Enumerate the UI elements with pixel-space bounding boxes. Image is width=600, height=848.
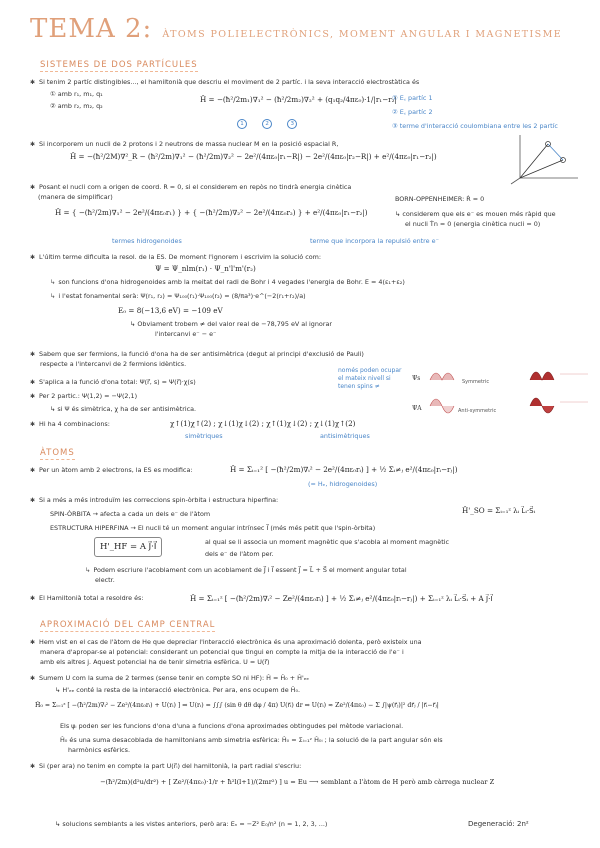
marker-3: 3 xyxy=(287,119,297,129)
section-heading-two-particles: SISTEMES DE DOS PARTÍCULES xyxy=(40,60,198,70)
sum-terms-line: ✱ Sumem U com la suma de 2 termes (sense tenir en compte SO ni HF): Ĥ = Ĥ₀ + Ĥ'ₑₑ xyxy=(30,674,309,683)
hamiltonian-two-electron-atom: Ĥ = Σᵢ₌₁² [ −(ħ²/2m)∇ᵢ² − 2e²/(4πε₀rᵢ) ] + ½ Σᵢ≠ⱼ e²/(4πε₀|rᵢ−rⱼ|) xyxy=(230,465,458,474)
degeneracy: Degeneració: 2n² xyxy=(468,820,529,828)
solutions-line: ↳ solucions semblants a les vistes anteriors, però ara: Eₙ = −Z² E₀/n² (n = 1, 2, 3, ...) xyxy=(55,820,328,828)
label-symmetric: simètriques xyxy=(185,432,223,440)
corrections-line: ✱ Si a més a més introduïm les correccions spin-òrbita i estructura hiperfina: xyxy=(30,496,278,505)
label-hydrogenoid-terms: termes hidrogenoides xyxy=(112,237,182,245)
origin-line: ✱ Posant el nucli com a origen de coord. R = 0, si el considerem en repòs no tindrà energia cinètica xyxy=(30,183,351,192)
marker-2: 2 xyxy=(262,119,272,129)
fermions-line: ✱ Sabem que ser fermions, la funció d'ona ha de ser antisimètrica (degut al principi d'exclusió de Pauli) xyxy=(30,350,364,359)
born-oppenheimer: BORN-OPPENHEIMER: Ṙ = 0 xyxy=(395,195,485,203)
variational-note: Els ψᵢ poden ser les funcions d'ona d'una a funcions d'ona aproximades obtingudes pel mètode variacional. xyxy=(60,722,404,730)
sym-antisym-note: ↳ si Ψ és simètrica, χ ha de ser antisimètrica. xyxy=(50,405,197,413)
bo-note-2: el nucli Ṫn = 0 (energia cinètica nucli = 0) xyxy=(405,220,541,228)
total-hamiltonian-line: ✱ El Hamiltonià total a resoldre és: xyxy=(30,594,144,603)
product-wavefunction: Ψ = Ψ_nlm(r₁) · Ψ_n'l'm'(r₂) xyxy=(155,264,256,273)
hydrogenoid-note-atoms: (= Hₑ, hidrogenoides) xyxy=(308,480,378,488)
obviously-note: ↳ Obviament trobem ≠ del valor real de −78,795 eV al ignorar xyxy=(130,320,332,328)
hyperfine-desc-1: al qual se li associa un moment magnètic que s'acobla al moment magnètic xyxy=(205,538,450,546)
origin-line-b: (manera de simplificar) xyxy=(38,193,113,201)
coupling-line: ↳ Podem escriure l'acoblament com un acoblament de J⃗ i I⃗ essent J⃗ = L⃗ + S⃗ el moment angular total xyxy=(85,566,407,574)
hamiltonian-two-particles: Ĥ = −(ħ²/2m₁)∇₁² − (ħ²/2m₂)∇₂² + (q₁q₂/4πε₀)·1/|r₁−r₂| xyxy=(200,95,397,104)
hydrogenoid-note: ↳ son funcions d'ona hidrogenoides amb la meitat del radi de Bohr i 4 vegades l'energia de Bohr. E = 4(ε₁+ε₂) xyxy=(50,278,405,286)
nucleus-line: ✱ Si incorporem un nucli de 2 protons i 2 neutrons de massa nuclear M en la posició espacial R, xyxy=(30,140,338,149)
orbital-symmetry-figure xyxy=(410,362,590,422)
hamiltonian-separated: Ĥ = { −(ħ²/2m)∇₁² − 2e²/(4πε₀r₁) } + { −(ħ²/2m)∇₂² − 2e²/(4πε₀r₂) } + e²/(4πε₀|r₁−r₂|) xyxy=(55,208,368,217)
last-term-line: ✱ L'últim terme dificulta la resol. de la ES. De moment l'ignorem i escrivim la solució com: xyxy=(30,253,321,262)
symmetric-caption: Symmetric xyxy=(462,379,490,385)
particle-1: ① amb r₁, m₁, q₁ xyxy=(50,90,103,98)
pauli-side-note: només poden ocupar el mateix nivell si tenen spins ≠ xyxy=(338,367,402,390)
page-title xyxy=(30,14,562,44)
decoupled-note: Ĥ₀ és una suma desacoblada de hamiltonians amb simetria esfèrica: Ĥ₀ = Σᵢ₌₁ᶻ Ĥ₀ᵢ ; la solució de la part angular són els xyxy=(60,736,443,744)
spin-orbit-line: SPIN-ÒRBITA → afecta a cada un dels e⁻ de l'àtom xyxy=(50,510,211,518)
note-kinetic-1: ① E꜀ partíc 1 xyxy=(392,94,433,102)
central-intro-3: amb els altres j. Aquest potencial ha de tenir simetria esfèrica. U = U(r⃗) xyxy=(40,658,270,666)
antisymmetric-caption: Anti-symmetric xyxy=(458,408,497,414)
marker-1: 1 xyxy=(237,119,247,129)
svg-text:Ψs: Ψs xyxy=(412,375,421,382)
total-hamiltonian: Ĥ = Σᵢ₌₁ᶻ [ −(ħ²/2m)∇ᵢ² − Ze²/(4πε₀rᵢ) ] + ½ Σᵢ≠ⱼ e²/(4πε₀|rᵢ−rⱼ|) + Σᵢ₌₁ᶻ λᵢ L⃗ᵢ·S⃗ᵢ + A J⃗·I⃗ xyxy=(190,594,493,603)
intro-line: ✱ Si tenim 2 partíc distingibles..., el hamiltonià que descriu el moviment de 2 partíc. i la seva interacció electrostàtica és xyxy=(30,78,419,87)
central-intro-1: ✱ Hem vist en el cas de l'àtom de He que depreciar l'interacció electrònica és una aproximació dolenta, però existeix una xyxy=(30,638,422,647)
term-markers xyxy=(232,110,302,129)
label-antisymmetric: antisimètriques xyxy=(320,432,370,440)
hamiltonian-with-nucleus: Ĥ = −(ħ²/2M)∇²_R − (ħ²/2m)∇₁² − (ħ²/2m)∇₂² − 2e²/(4πε₀|r₁−R|) − 2e²/(4πε₀|r₂−R|) + e²/(4πε₀|r₁−r₂|) xyxy=(70,152,437,161)
note-kinetic-2: ② E꜀ partíc 2 xyxy=(392,108,433,116)
ground-state-line: ↳ i l'estat fonamental serà: Ψ(r₁, r₂) = Ψ₁₀₀(r₁)·Ψ₁₀₀(r₂) = (8/πa³)·e^(−2(r₁+r₂)/a) xyxy=(50,292,306,300)
radial-part-line: ✱ Si (per ara) no tenim en compte la part U(r⃗ᵢ) del hamiltonià, la part radial s'escriu: xyxy=(30,762,301,771)
residual-interaction-line: ↳ H'ₑₑ conté la resta de la interacció electrònica. Per ara, ens ocupem de Ĥ₀. xyxy=(55,686,301,694)
hyperfine-desc-2: dels e⁻ de l'àtom per. xyxy=(205,550,274,558)
label-repulsion-term: terme que incorpora la repulsió entre e⁻ xyxy=(310,237,439,245)
total-wavefunction-line: ✱ S'aplica a la funció d'ona total: Ψ(r⃗, s) = Ψ(r⃗)·χ(s) xyxy=(30,378,196,387)
atom-two-electrons-line: ✱ Per un àtom amb 2 electrons, la ES es modifica: xyxy=(30,466,193,475)
spin-combinations: χ↑(1)χ↑(2) ; χ↓(1)χ↓(2) ; χ↑(1)χ↓(2) ; χ↓(1)χ↑(2) xyxy=(170,419,356,428)
hyperfine-box xyxy=(94,537,162,557)
ground-energy: E₀ = 8(−13,6 eV) = −109 eV xyxy=(118,306,223,315)
bo-note-1: ↳ considerem que els e⁻ es mouen més ràpid que xyxy=(395,210,556,218)
fermions-line-b: respecte a l'intercanvi de 2 fermions idèntics. xyxy=(40,360,187,368)
combinations-line: ✱ Hi ha 4 combinacions: xyxy=(30,420,110,429)
obviously-note-b: l'intercanvi e⁻ − e⁻ xyxy=(155,330,217,338)
radial-equation: −(ħ²/2m)(d²u/dr²) + [ Ze²/(4πε₀)·1/r + ħ²l(l+1)/(2mr²) ] u = Eu ⟶ semblant a l'àtom de H però amb càrrega nuclear Z xyxy=(100,778,495,786)
title-number: TEMA 2: xyxy=(30,14,153,44)
coupling-line-b: electr. xyxy=(95,576,115,584)
spin-orbit-hamiltonian: Ĥ'_SO = Σᵢ₌₁ᶻ λᵢ L⃗ᵢ·S⃗ᵢ xyxy=(462,506,536,515)
decoupled-note-b: harmònics esfèrics. xyxy=(68,746,131,754)
title-subtitle: ÀTOMS POLIELECTRÒNICS, MOMENT ANGULAR I MAGNETISME xyxy=(162,29,563,40)
two-particle-antisym: ✱ Per 2 partic.: Ψ(1,2) = −Ψ(2,1) xyxy=(30,392,137,401)
central-field-hamiltonian: Ĥ₀ = Σᵢ₌₁ᶻ [ −(ħ²/2m)∇ᵢ² − Ze²/(4πε₀rᵢ) + U(rᵢ) ] ⇒ U(rᵢ) = ∫∫∫ (sin θ dθ dφ / 4π) U(r⃗ᵢ) dr ⇒ U(rᵢ) ≈ Ze²/(4πε₀) − Σ ∫|ψ(r⃗ⱼ)|² dr⃗ⱼ / |r⃗ᵢ−r⃗ⱼ| xyxy=(35,702,439,709)
hyperfine-line: ESTRUCTURA HIPERFINA → El nucli té un moment angular intrínsec I⃗ (més més petit que l'spin-òrbita) xyxy=(50,524,376,532)
particle-2: ② amb r₂, m₂, q₂ xyxy=(50,102,103,110)
section-heading-central-field: APROXIMACIÓ DEL CAMP CENTRAL xyxy=(40,620,216,630)
central-intro-2: manera d'apropar-se al potencial: considerant un potencial que tingui en compte la mitja de la interacció de l'e⁻ i xyxy=(40,648,404,656)
hyperfine-hamiltonian: H'_HF = A J⃗·I⃗ xyxy=(100,542,157,552)
note-coulomb: ③ terme d'interacció coulombiana entre les 2 partíc xyxy=(392,122,558,130)
svg-text:ΨA: ΨA xyxy=(412,405,422,412)
section-heading-atoms: ÀTOMS xyxy=(40,448,75,458)
position-vector-diagram xyxy=(508,130,588,185)
